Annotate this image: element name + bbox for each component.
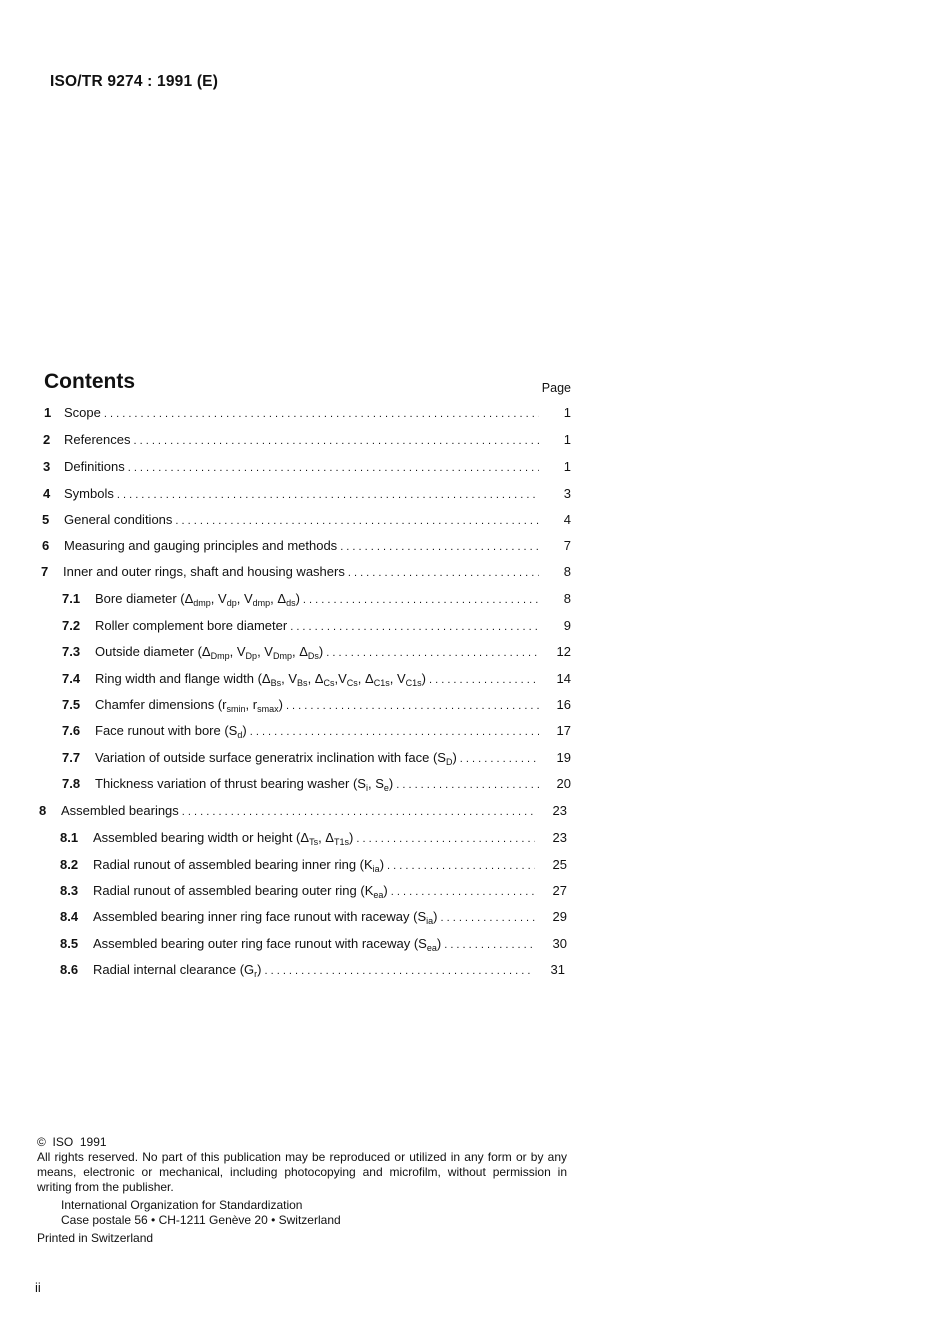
toc-entry-number: 1 xyxy=(44,405,52,420)
toc-entry-number: 8.1 xyxy=(60,830,79,845)
toc-entry-title: Chamfer dimensions ($r_{smin}$, $r_{smax}$) xyxy=(95,697,283,714)
toc-entry[interactable] xyxy=(43,486,571,506)
toc-entry-page: 16 xyxy=(556,697,571,712)
toc-entry-page: 31 xyxy=(550,962,565,977)
toc-entry[interactable] xyxy=(43,432,571,452)
toc-entry-number: 7.1 xyxy=(62,591,81,606)
toc-entry-page: 17 xyxy=(556,723,571,738)
toc-entry-page: 1 xyxy=(563,432,571,447)
toc-leader-dots xyxy=(182,806,535,818)
toc-entry[interactable] xyxy=(62,644,571,664)
toc-entry-title: Bore diameter ($\Delta_{dmp}$, $V_{dp}$, $V_{dmp}$, $\Delta_{ds}$) xyxy=(95,591,300,608)
toc-leader-dots xyxy=(460,753,539,765)
toc-entry-page: 8 xyxy=(563,564,571,579)
toc-entry-number: 8 xyxy=(39,803,47,818)
toc-entry-page: 14 xyxy=(556,671,571,686)
toc-leader-dots xyxy=(175,515,539,527)
toc-entry-number: 8.3 xyxy=(60,883,79,898)
toc-entry-title: Scope xyxy=(64,405,101,420)
toc-entry[interactable] xyxy=(60,936,567,956)
toc-entry-number: 8.2 xyxy=(60,857,79,872)
contents-title: Contents xyxy=(44,370,135,393)
toc-entry-page: 3 xyxy=(563,486,571,501)
page-column-label: Page xyxy=(541,381,571,395)
toc-entry-page: 12 xyxy=(556,644,571,659)
toc-leader-dots xyxy=(264,965,533,977)
toc-entry-page: 23 xyxy=(552,803,567,818)
toc-entry-page: 1 xyxy=(563,405,571,420)
toc-leader-dots xyxy=(440,912,535,924)
toc-entry[interactable] xyxy=(42,538,571,558)
copyright-notice xyxy=(37,1135,567,1246)
toc-leader-dots xyxy=(250,726,539,738)
toc-entry-number: 5 xyxy=(42,512,50,527)
toc-leader-dots xyxy=(429,674,539,686)
toc-entry[interactable] xyxy=(62,697,571,717)
toc-entry-number: 8.5 xyxy=(60,936,79,951)
toc-entry-number: 7.6 xyxy=(62,723,81,738)
toc-entry-number: 7.5 xyxy=(62,697,81,712)
toc-entry-page: 1 xyxy=(563,459,571,474)
toc-entry-page: 30 xyxy=(552,936,567,951)
toc-entry-title: Roller complement bore diameter xyxy=(95,618,288,633)
toc-entry[interactable] xyxy=(44,405,571,425)
toc-entry-title: References xyxy=(64,432,131,447)
toc-entry-title: Symbols xyxy=(64,486,114,501)
toc-leader-dots xyxy=(286,700,539,712)
toc-entry-number: 8.6 xyxy=(60,962,79,977)
toc-entry-title: Inner and outer rings, shaft and housing washers xyxy=(63,564,345,579)
toc-entry-title: Ring width and flange width ($\Delta_{Bs}$, $V_{Bs}$, $\Delta_{Cs},V_{Cs}$, $\Delta_{C1s}$, $V_{C1s}$) xyxy=(95,671,426,688)
toc-entry-number: 6 xyxy=(42,538,50,553)
toc-entry[interactable] xyxy=(62,776,571,796)
toc-entry-title: Radial runout of assembled bearing outer ring $(K_{ea})$ xyxy=(93,883,388,900)
rights-statement: All rights reserved. No part of this publication may be reproduced or utilized in any form or by any means, electronic or mechanical, including photocopying and microfilm, without permission in writing from the publisher. xyxy=(37,1150,567,1194)
toc-entry-page: 4 xyxy=(563,512,571,527)
page-number: ii xyxy=(35,1280,41,1295)
toc-entry-title: Radial runout of assembled bearing inner ring $(K_{ia})$ xyxy=(93,857,385,874)
toc-entry-number: 7 xyxy=(41,564,49,579)
toc-entry-number: 8.4 xyxy=(60,909,79,924)
toc-entry-page: 8 xyxy=(563,591,571,606)
toc-leader-dots xyxy=(356,833,535,845)
toc-entry[interactable] xyxy=(43,459,571,479)
toc-leader-dots xyxy=(326,647,539,659)
toc-entry[interactable] xyxy=(39,803,567,823)
toc-entry-page: 9 xyxy=(563,618,571,633)
toc-leader-dots xyxy=(340,541,539,553)
toc-entry-number: 2 xyxy=(43,432,51,447)
toc-entry[interactable] xyxy=(62,723,571,743)
toc-entry-page: 29 xyxy=(552,909,567,924)
toc-entry[interactable] xyxy=(60,883,567,903)
toc-entry-number: 7.8 xyxy=(62,776,81,791)
copyright-line: © ISO 1991 xyxy=(37,1135,107,1149)
toc-entry-title: Assembled bearing outer ring face runout with raceway $(S_{ea})$ xyxy=(93,936,442,953)
toc-entry-title: General conditions xyxy=(64,512,173,527)
toc-entry-number: 7.3 xyxy=(62,644,81,659)
toc-entry[interactable] xyxy=(41,564,571,584)
toc-leader-dots xyxy=(387,860,535,872)
toc-entry[interactable] xyxy=(60,962,565,982)
toc-entry-page: 19 xyxy=(556,750,571,765)
toc-entry-number: 4 xyxy=(43,486,51,501)
toc-entry[interactable] xyxy=(62,618,571,638)
toc-entry-title: Radial internal clearance $(G_r)$ xyxy=(93,962,262,979)
toc-entry[interactable] xyxy=(60,909,567,929)
toc-entry-title: Assembled bearing width or height ($\Delta_{Ts}$, $\Delta_{T1s}$) xyxy=(93,830,354,847)
toc-entry-number: 7.4 xyxy=(62,671,81,686)
toc-entry-page: 23 xyxy=(552,830,567,845)
organization-name: International Organization for Standardization xyxy=(61,1198,303,1212)
toc-entry[interactable] xyxy=(60,830,567,850)
toc-leader-dots xyxy=(117,489,539,501)
toc-entry-title: Outside diameter ($\Delta_{Dmp}$, $V_{Dp}$, $V_{Dmp}$, $\Delta_{Ds}$) xyxy=(95,644,324,661)
toc-entry-page: 7 xyxy=(563,538,571,553)
toc-entry-title: Face runout with bore $(S_d)$ xyxy=(95,723,247,740)
toc-entry-page: 27 xyxy=(552,883,567,898)
toc-leader-dots xyxy=(303,594,539,606)
toc-entry-title: Assembled bearing inner ring face runout with raceway $(S_{ia})$ xyxy=(93,909,438,926)
toc-entry-page: 25 xyxy=(552,857,567,872)
toc-entry-number: 3 xyxy=(43,459,51,474)
toc-entry-title: Thickness variation of thrust bearing washer ($S_i$, $S_e$) xyxy=(95,776,394,793)
toc-leader-dots xyxy=(391,886,535,898)
organization-address: Case postale 56 • CH-1211 Genève 20 • Switzerland xyxy=(61,1213,341,1227)
toc-leader-dots xyxy=(396,779,539,791)
toc-entry-number: 7.2 xyxy=(62,618,81,633)
toc-entry-title: Assembled bearings xyxy=(61,803,179,818)
document-id: ISO/TR 9274 : 1991 (E) xyxy=(50,73,219,90)
toc-entry-title: Measuring and gauging principles and methods xyxy=(64,538,338,553)
toc-entry[interactable] xyxy=(60,857,567,877)
toc-entry-number: 7.7 xyxy=(62,750,81,765)
toc-entry[interactable] xyxy=(62,671,571,691)
toc-entry-title: Definitions xyxy=(64,459,125,474)
toc-entry[interactable] xyxy=(42,512,571,532)
contents-header xyxy=(44,370,571,400)
printed-location: Printed in Switzerland xyxy=(37,1231,154,1245)
toc-leader-dots xyxy=(348,567,539,579)
toc-entry-title: Variation of outside surface generatrix inclination with face $(S_D)$ xyxy=(95,750,457,767)
toc-leader-dots xyxy=(290,621,539,633)
toc-leader-dots xyxy=(128,462,539,474)
toc-entry[interactable] xyxy=(62,591,571,611)
toc-leader-dots xyxy=(133,435,539,447)
toc-entry-page: 20 xyxy=(556,776,571,791)
toc-leader-dots xyxy=(444,939,535,951)
toc-leader-dots xyxy=(104,408,539,420)
toc-entry[interactable] xyxy=(62,750,571,770)
